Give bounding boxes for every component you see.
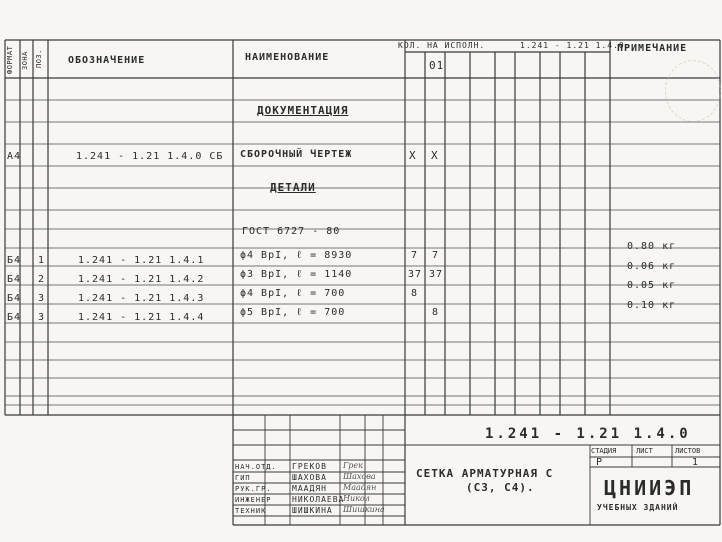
doc-row-designation: 1.241 - 1.21 1.4.0 СБ [76, 151, 224, 162]
section-details: ДЕТАЛИ [270, 181, 316, 194]
document-title-line2: (С3, С4). [466, 481, 535, 494]
row-format: Б4 [7, 312, 22, 323]
row-pos: 3 [38, 312, 46, 323]
staff-name: ГРЕКОВ [292, 462, 327, 471]
doc-row-q2: Х [431, 149, 439, 162]
col-pos-header: ПОЗ. [35, 49, 43, 68]
organization-subtitle: УЧЕБНЫХ ЗДАНИЙ [597, 503, 679, 512]
sheets-label: ЛИСТОВ [675, 447, 701, 455]
staff-role: РУК.ГР. [235, 485, 272, 493]
staff-role: НАЧ.ОТД. [235, 463, 277, 471]
doc-row-q1: Х [409, 149, 417, 162]
row-q2: 8 [432, 307, 440, 318]
row-format: Б4 [7, 255, 22, 266]
row-q1: 37 [408, 269, 423, 280]
staff-name: МААДЯН [292, 484, 327, 493]
staff-role: ИНЖЕНЕР [235, 496, 272, 504]
staff-signature: Шахова [343, 472, 376, 481]
staff-signature: Грек [343, 461, 363, 470]
col-designation-header: ОБОЗНАЧЕНИЕ [68, 55, 146, 66]
row-note: 0.06 кг [627, 261, 677, 272]
col-qty-header: КОЛ. НА ИСПОЛН. [398, 41, 486, 50]
staff-name: ШИШКИНА [292, 506, 333, 515]
col-qty-sub: 01 [429, 59, 445, 72]
row-note: 0.05 кг [627, 280, 677, 291]
doc-row-name: СБОРОЧНЫЙ ЧЕРТЕЖ [240, 149, 353, 160]
row-note: 0.10 кг [627, 300, 677, 311]
row-pos: 3 [38, 293, 46, 304]
row-designation: 1.241 - 1.21 1.4.4 [78, 312, 205, 323]
row-q1: 8 [411, 288, 419, 299]
staff-role: ГИП [235, 474, 251, 482]
staff-role: ТЕХНИК [235, 507, 267, 515]
row-format: Б4 [7, 293, 22, 304]
organization-name: ЦНИИЭП [604, 476, 695, 500]
document-title-line1: СЕТКА АРМАТУРНАЯ С [416, 467, 554, 480]
row-pos: 2 [38, 274, 46, 285]
row-designation: 1.241 - 1.21 1.4.3 [78, 293, 205, 304]
staff-name: ШАХОВА [292, 473, 327, 482]
sheets-value: 1 [692, 457, 700, 468]
doc-row-format: А4 [7, 151, 22, 162]
row-name: ϕ4 ВрI, ℓ = 8930 [240, 250, 353, 261]
col-format-header: ФОРМАТ [6, 45, 14, 74]
faded-stamp [665, 60, 721, 122]
row-pos: 1 [38, 255, 46, 266]
row-name: ϕ5 ВрI, ℓ = 700 [240, 307, 346, 318]
row-name: ϕ4 ВрI, ℓ = 700 [240, 288, 346, 299]
section-documentation: ДОКУМЕНТАЦИЯ [257, 104, 349, 117]
row-note: 0.80 кг [627, 241, 677, 252]
col-note-header: ПРИМЕЧАНИЕ [617, 43, 688, 54]
row-designation: 1.241 - 1.21 1.4.2 [78, 274, 205, 285]
stage-label: СТАДИЯ [591, 447, 617, 455]
row-q2: 7 [432, 250, 440, 261]
staff-signature: Маадян [343, 483, 377, 492]
sheet-label: ЛИСТ [636, 447, 653, 455]
staff-signature: Шишкина [343, 505, 385, 514]
staff-signature: Никол [343, 494, 370, 503]
standard-label: ГОСТ 6727 - 80 [242, 226, 341, 237]
col-name-header: НАИМЕНОВАНИЕ [245, 52, 330, 63]
row-name: ϕ3 ВрI, ℓ = 1140 [240, 269, 353, 280]
col-qty-code: 1.241 - 1.21 1.4.0 [520, 41, 625, 50]
row-designation: 1.241 - 1.21 1.4.1 [78, 255, 205, 266]
staff-name: НИКОЛАЕВА [292, 495, 345, 504]
document-code: 1.241 - 1.21 1.4.0 [485, 426, 691, 442]
stage-value: Р [596, 457, 604, 468]
row-q2: 37 [429, 269, 444, 280]
row-q1: 7 [411, 250, 419, 261]
row-format: Б4 [7, 274, 22, 285]
col-zone-header: ЗОНА [21, 51, 29, 70]
